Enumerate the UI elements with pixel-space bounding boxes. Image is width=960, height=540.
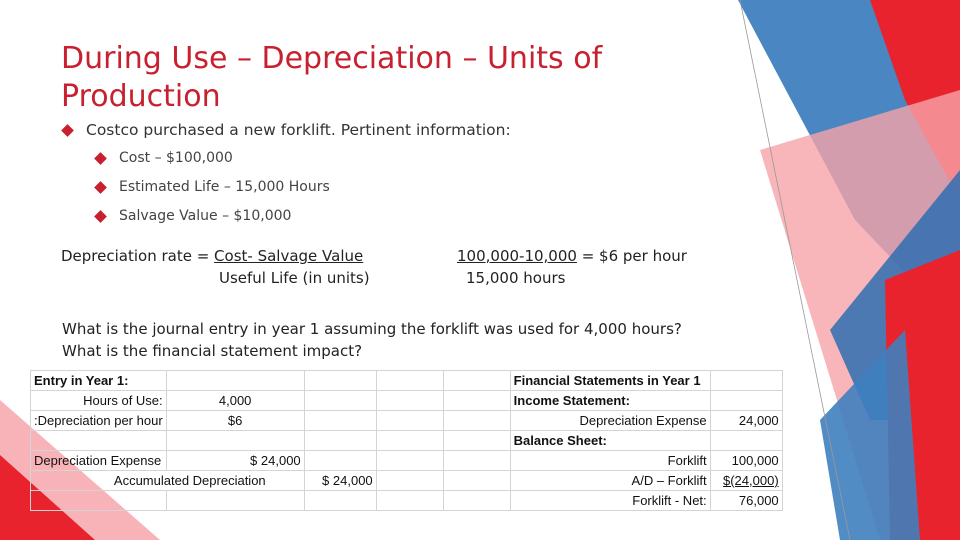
is-dep-label: Depreciation Expense xyxy=(510,411,710,431)
table-row xyxy=(31,411,783,431)
hours-value: 4,000 xyxy=(166,391,304,411)
formula-general xyxy=(61,245,370,289)
bs-header: Balance Sheet: xyxy=(510,431,710,451)
table-row xyxy=(31,491,783,511)
table-row xyxy=(31,431,783,451)
diamond-bullet-icon xyxy=(61,124,74,137)
bullet-cost xyxy=(96,150,233,166)
bullet-text: Estimated Life – 15,000 Hours xyxy=(119,179,330,195)
rate-value: $6 xyxy=(166,411,304,431)
diamond-bullet-icon xyxy=(94,152,107,165)
intro-text: Costco purchased a new forklift. Pertinent information: xyxy=(86,121,511,139)
is-header: Income Statement: xyxy=(510,391,710,411)
table-row xyxy=(31,471,783,491)
dep-exp-label: Depreciation Expense xyxy=(31,451,167,471)
calc-numerator: 100,000-10,000 xyxy=(457,247,577,265)
formula-numerator: Cost- Salvage Value xyxy=(214,247,364,265)
question-2: What is the financial statement impact? xyxy=(62,342,363,360)
table-row xyxy=(31,391,783,411)
fs-header: Financial Statements in Year 1 xyxy=(510,371,710,391)
diamond-bullet-icon xyxy=(94,181,107,194)
hours-label: Hours of Use: xyxy=(31,391,167,411)
worksheet-table xyxy=(30,370,783,511)
dep-exp-debit: $ 24,000 xyxy=(166,451,304,471)
calc-denominator: 15,000 hours xyxy=(466,269,566,287)
rate-label: Depreciation per hour: xyxy=(31,411,167,431)
bullet-text: Salvage Value – $10,000 xyxy=(119,208,292,224)
bullet-life xyxy=(96,179,330,195)
calc-result: = $6 per hour xyxy=(576,247,687,265)
acc-dep-credit: $ 24,000 xyxy=(304,471,376,491)
bs-net-value: 76,000 xyxy=(710,491,782,511)
question-1: What is the journal entry in year 1 assuming the forklift was used for 4,000 hours? xyxy=(62,320,682,338)
table-row xyxy=(31,451,783,471)
bs-forklift-value: 100,000 xyxy=(710,451,782,471)
formula-label: Depreciation rate = xyxy=(61,247,215,265)
questions xyxy=(62,318,682,362)
entry-header: Entry in Year 1: xyxy=(31,371,167,391)
formula-calc xyxy=(457,245,687,289)
formula-denominator: Useful Life (in units) xyxy=(219,269,370,287)
slide-title: During Use – Depreciation – Units of Production xyxy=(61,41,603,114)
bullet-text: Cost – $100,000 xyxy=(119,150,233,166)
is-dep-value: 24,000 xyxy=(710,411,782,431)
bs-forklift-label: Forklift xyxy=(510,451,710,471)
diamond-bullet-icon xyxy=(94,210,107,223)
bs-ad-value: $(24,000) xyxy=(710,471,782,491)
acc-dep-label: Accumulated Depreciation xyxy=(31,471,305,491)
bullet-salvage xyxy=(96,208,291,224)
bs-ad-label: A/D – Forklift xyxy=(510,471,710,491)
table-row xyxy=(31,371,783,391)
bs-net-label: Forklift - Net: xyxy=(510,491,710,511)
intro-bullet xyxy=(63,121,511,139)
